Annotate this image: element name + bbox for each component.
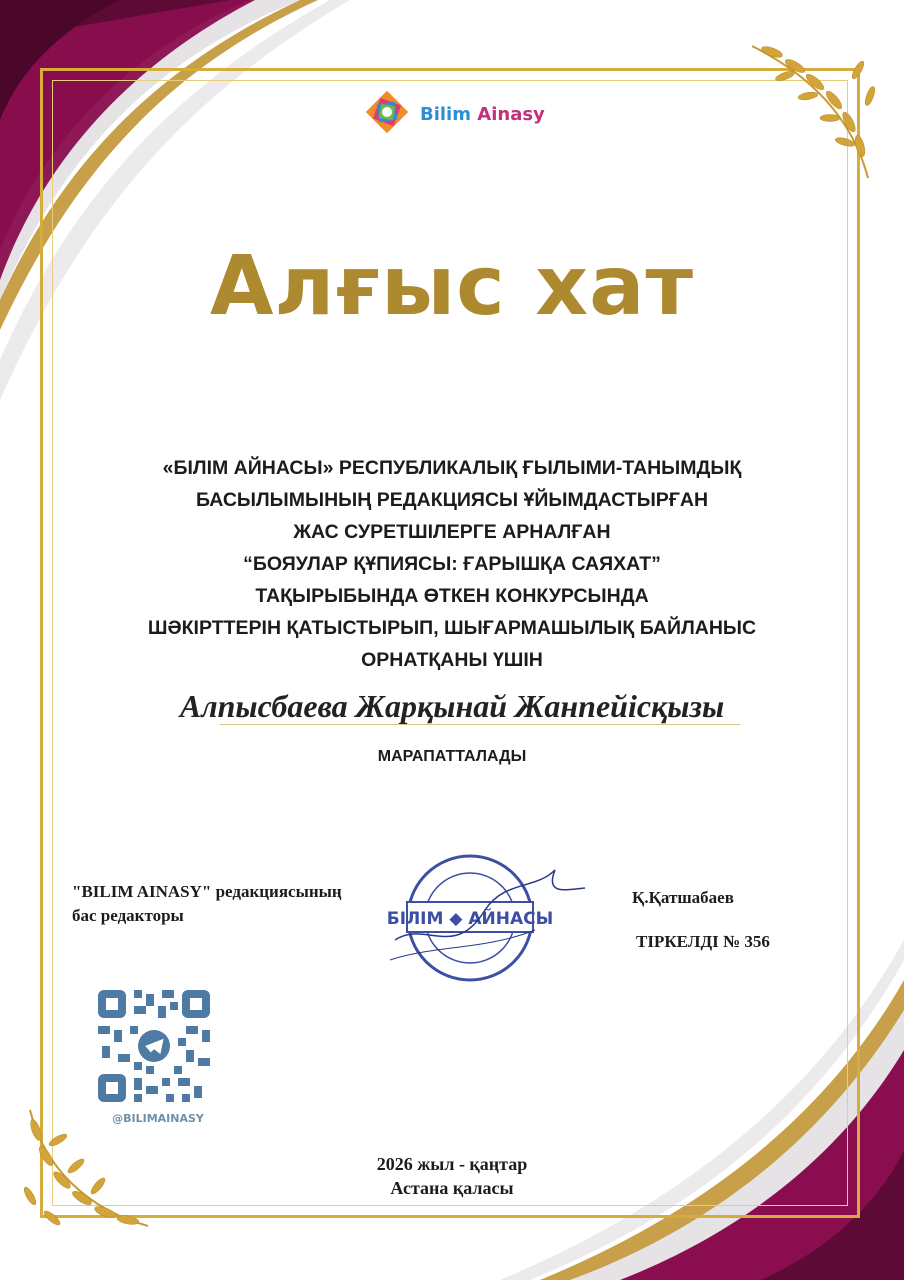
certificate-body bbox=[60, 452, 844, 676]
brand-logo bbox=[360, 86, 550, 142]
recipient-underline bbox=[220, 724, 740, 725]
body-line: ЖАС СУРЕТШІЛЕРГЕ АРНАЛҒАН bbox=[293, 521, 611, 543]
logo-text-bilim: Bilim bbox=[420, 103, 471, 125]
signer-name: Қ.Қатшабаев bbox=[632, 888, 734, 907]
footer-city: Астана қаласы bbox=[390, 1178, 514, 1198]
recipient-name: Алпысбаева Жарқынай Жанпейісқызы bbox=[179, 688, 725, 724]
certificate-title: Алғыс хат bbox=[209, 239, 695, 334]
footer-date: 2026 жыл - қаңтар bbox=[376, 1154, 528, 1174]
body-line: ШӘКІРТТЕРІН ҚАТЫСТЫРЫП, ШЫҒАРМАШЫЛЫҚ БАЙЛАНЫС bbox=[147, 617, 757, 639]
bilim-ainasy-logo-icon bbox=[360, 87, 414, 141]
footer bbox=[60, 1152, 844, 1200]
editor-title bbox=[72, 880, 392, 928]
body-line: ОРНАТҚАНЫ ҮШІН bbox=[361, 649, 543, 671]
telegram-qr-code bbox=[98, 990, 210, 1102]
editor-line-2: бас редакторы bbox=[72, 906, 184, 925]
laurel-top-right-icon bbox=[752, 44, 877, 178]
body-line: ТАҚЫРЫБЫНДА ӨТКЕН КОНКУРСЫНДА bbox=[255, 585, 649, 607]
editor-line-1: "BILIM AINASY" редакциясының bbox=[72, 882, 342, 901]
official-seal-stamp bbox=[385, 850, 605, 990]
body-line: БАСЫЛЫМЫНЫҢ РЕДАКЦИЯСЫ ҰЙЫМДАСТЫРҒАН bbox=[195, 489, 709, 511]
qr-handle: @BILIMAINASY bbox=[112, 1112, 204, 1125]
body-line: “БОЯУЛАР ҚҰПИЯСЫ: ҒАРЫШҚА САЯХАТ” bbox=[243, 553, 661, 575]
awarded-label: МАРАПАТТАЛАДЫ bbox=[377, 748, 527, 765]
stamp-center-text: БІЛІМ ◆ АЙНАСЫ bbox=[386, 909, 554, 929]
body-line: «БІЛІМ АЙНАСЫ» РЕСПУБЛИКАЛЫҚ ҒЫЛЫМИ-ТАНЫМДЫҚ bbox=[162, 457, 742, 479]
registration-number: ТІРКЕЛДІ № 356 bbox=[636, 932, 770, 951]
logo-text-ainasy: Ainasy bbox=[477, 103, 545, 125]
